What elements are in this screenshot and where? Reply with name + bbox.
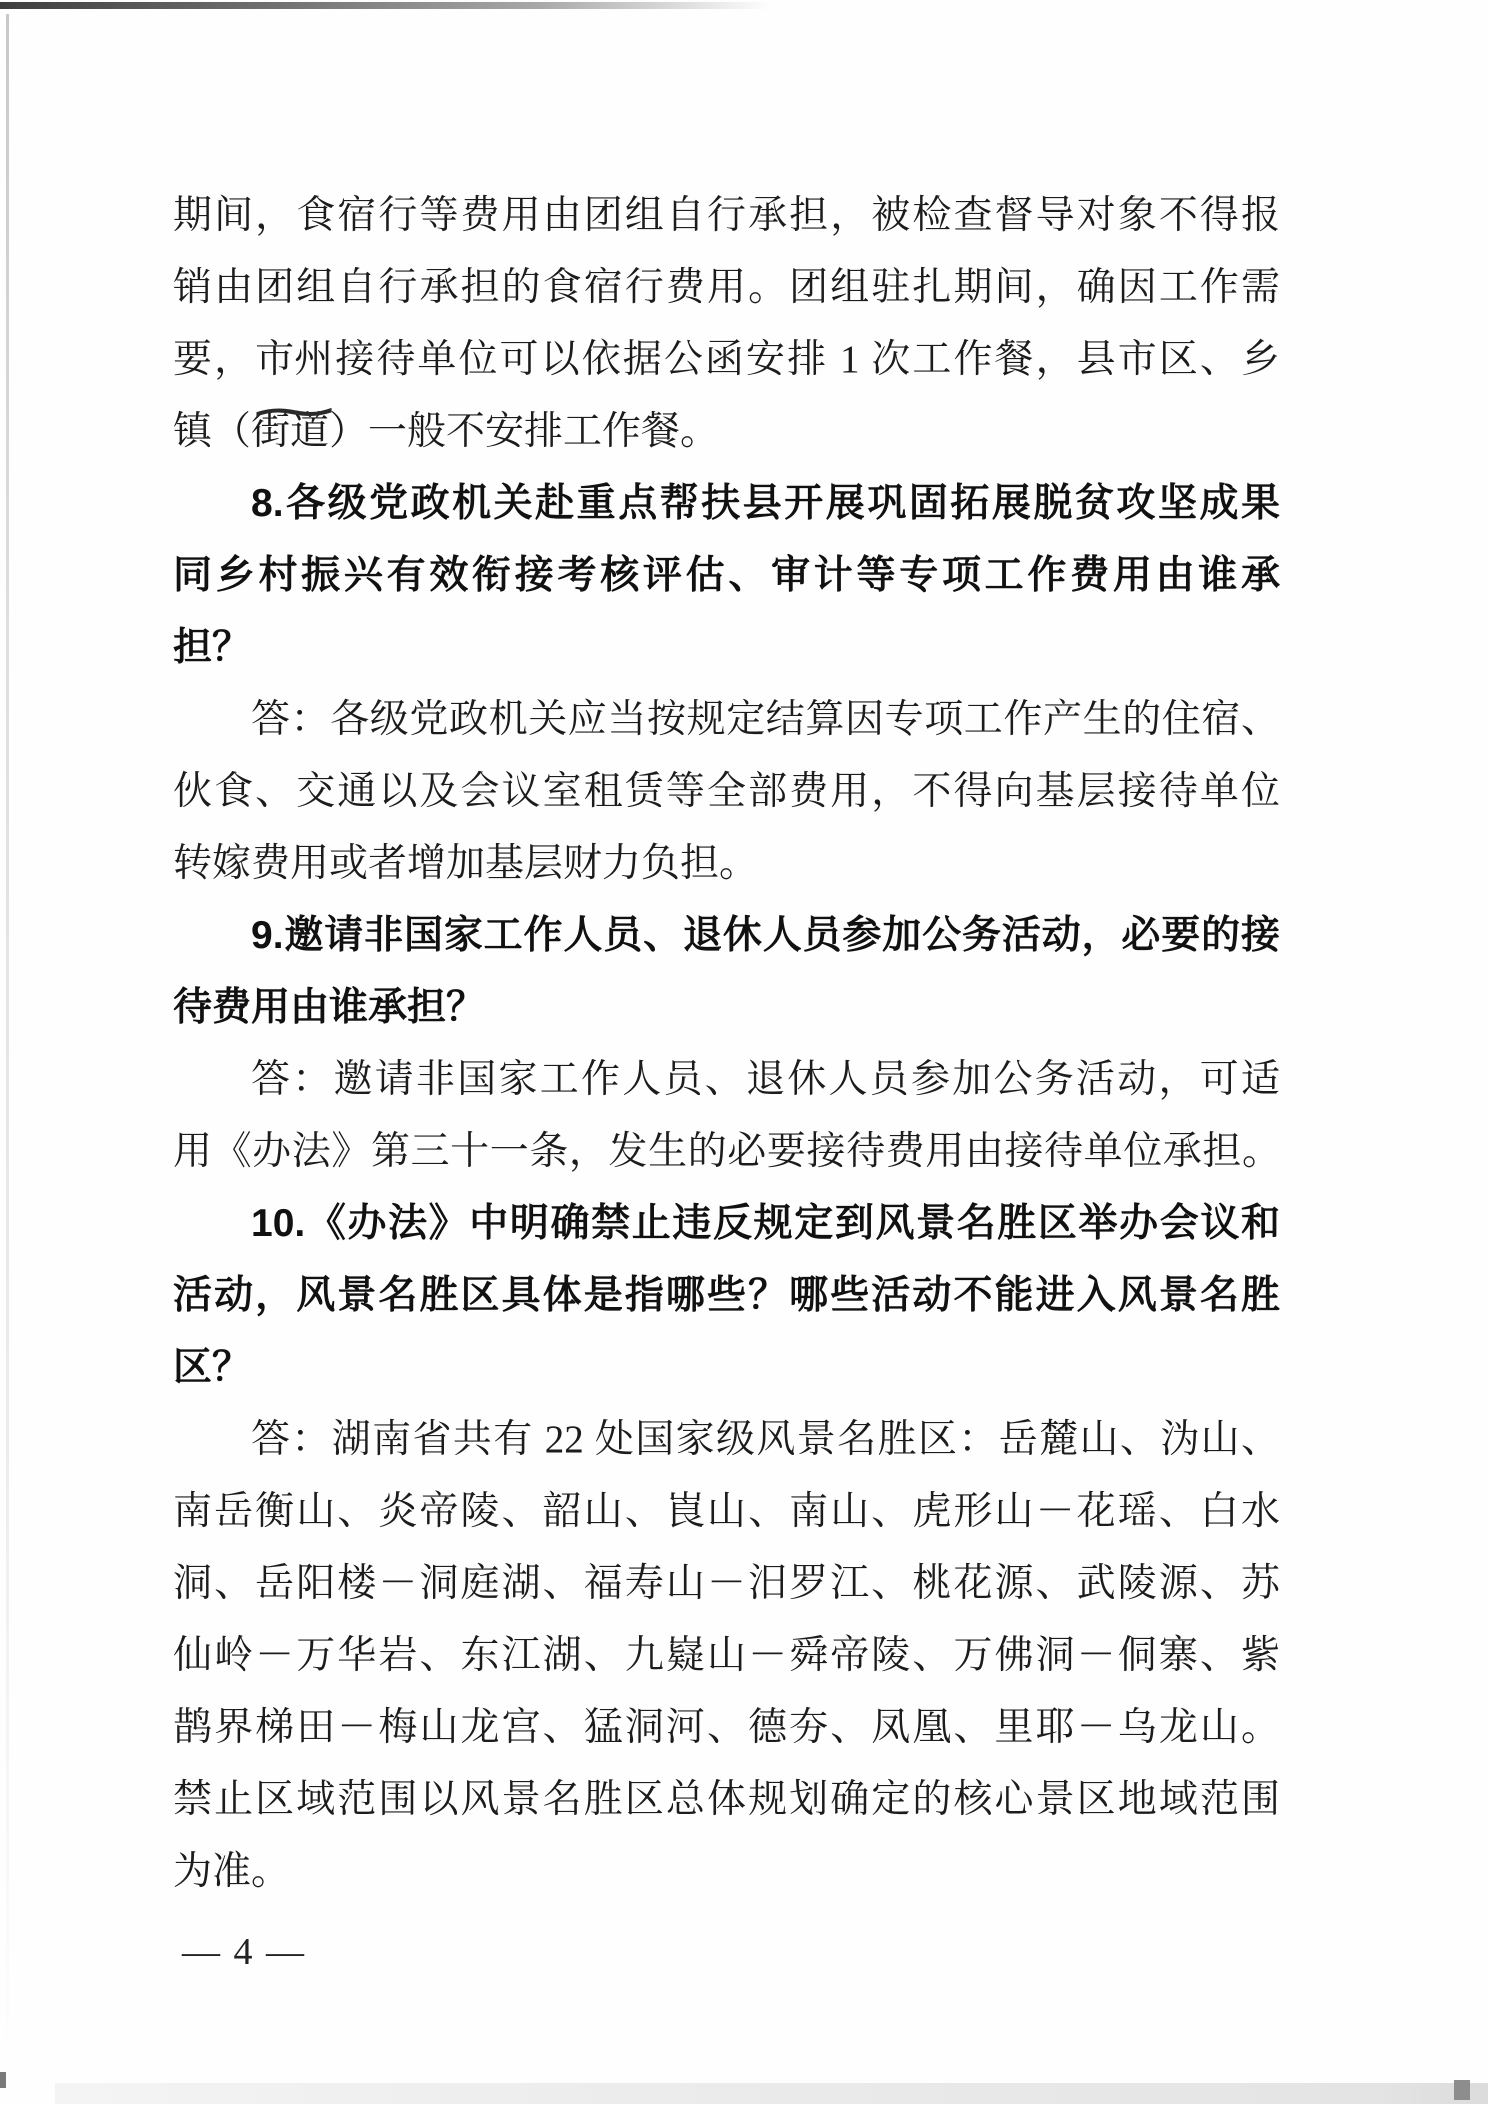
text-segment: 仙岭－万华岩、东江湖、九嶷山－舜帝陵、万佛洞－侗寨、紫 bbox=[173, 1634, 1280, 1677]
text-line bbox=[173, 1044, 1280, 1116]
text-segment: 销由团组自行承担的食宿行费用。团组驻扎期间，确因工作需 bbox=[173, 266, 1280, 309]
scan-mark-bottom-right bbox=[1454, 2080, 1470, 2100]
text-line bbox=[173, 1548, 1280, 1620]
question-line bbox=[173, 1260, 1280, 1332]
text-line bbox=[173, 252, 1280, 324]
text-segment: 接待单位可以依据公函安排 1 次工作餐，县市区、乡 bbox=[333, 338, 1280, 381]
text-segment: 鹊界梯田－梅山龙宫、猛洞河、德夯、凤凰、里耶－乌龙山。 bbox=[173, 1706, 1280, 1749]
text-segment: 答：各级党政机关应当按规定结算因专项工作产生的住宿、 bbox=[251, 698, 1280, 741]
text-segment: 要， bbox=[173, 338, 256, 381]
text-segment: 答：湖南省共有 22 处国家级风景名胜区：岳麓山、沩山、 bbox=[251, 1418, 1280, 1461]
text-line bbox=[173, 1836, 1280, 1908]
scan-edge-left bbox=[6, 14, 9, 2070]
question-line bbox=[173, 612, 1280, 684]
question-line bbox=[173, 468, 1280, 540]
text-segment: 8.各级党政机关赴重点帮扶县开展巩固拓展脱贫攻坚成果 bbox=[251, 482, 1280, 525]
text-segment: 用《办法》第三十一条，发生的必要接待费用由接待单位承担。 bbox=[173, 1130, 1280, 1173]
text-line bbox=[173, 1620, 1280, 1692]
scan-edge-top bbox=[0, 2, 770, 9]
text-segment: 为准。 bbox=[173, 1850, 291, 1893]
text-line bbox=[173, 1116, 1280, 1188]
text-line bbox=[173, 828, 1280, 900]
text-line bbox=[173, 1404, 1280, 1476]
text-segment: 转嫁费用或者增加基层财力负担。 bbox=[173, 842, 759, 885]
scan-edge-bottom bbox=[55, 2083, 1488, 2104]
text-segment: 同乡村振兴有效衔接考核评估、审计等专项工作费用由谁承 bbox=[173, 554, 1280, 597]
text-segment: 10.《办法》中明确禁止违反规定到风景名胜区举办会议和 bbox=[251, 1202, 1280, 1245]
text-segment: 9.邀请非国家工作人员、退休人员参加公务活动，必要的接 bbox=[251, 914, 1280, 957]
text-line bbox=[173, 180, 1280, 252]
scan-mark-bottom-left bbox=[0, 2072, 6, 2088]
text-segment: 待费用由谁承担？ bbox=[173, 986, 486, 1029]
question-line bbox=[173, 1188, 1280, 1260]
question-line bbox=[173, 540, 1280, 612]
text-line bbox=[173, 684, 1280, 756]
text-segment: 伙食、交通以及会议室租赁等全部费用，不得向基层接待单位 bbox=[173, 770, 1280, 813]
text-block bbox=[173, 180, 1280, 1908]
text-segment: 担？ bbox=[173, 626, 252, 669]
text-segment: 洞、岳阳楼－洞庭湖、福寿山－汨罗江、桃花源、武陵源、苏 bbox=[173, 1562, 1280, 1605]
text-segment: 期间，食宿行等费用由团组自行承担，被检查督导对象不得报 bbox=[173, 194, 1280, 237]
question-line bbox=[173, 900, 1280, 972]
text-segment: 禁止区域范围以风景名胜区总体规划确定的核心景区地域范围 bbox=[173, 1778, 1280, 1821]
text-line bbox=[173, 756, 1280, 828]
text-segment: 镇（街道）一般不安排工作餐。 bbox=[173, 410, 720, 453]
text-segment: 区？ bbox=[173, 1346, 252, 1389]
wavy-underlined-text: 市州 ~ bbox=[255, 324, 333, 396]
text-segment: 南岳衡山、炎帝陵、韶山、崀山、南山、虎形山－花瑶、白水 bbox=[173, 1490, 1280, 1533]
text-segment: 活动，风景名胜区具体是指哪些？哪些活动不能进入风景名胜 bbox=[173, 1274, 1280, 1317]
question-line bbox=[173, 1332, 1280, 1404]
question-line bbox=[173, 972, 1280, 1044]
page-number: — 4 — bbox=[182, 1931, 306, 1973]
text-line bbox=[173, 1764, 1280, 1836]
text-segment: 答：邀请非国家工作人员、退休人员参加公务活动，可适 bbox=[251, 1058, 1280, 1101]
text-line bbox=[173, 1692, 1280, 1764]
text-line bbox=[173, 324, 1280, 396]
text-line bbox=[173, 1476, 1280, 1548]
